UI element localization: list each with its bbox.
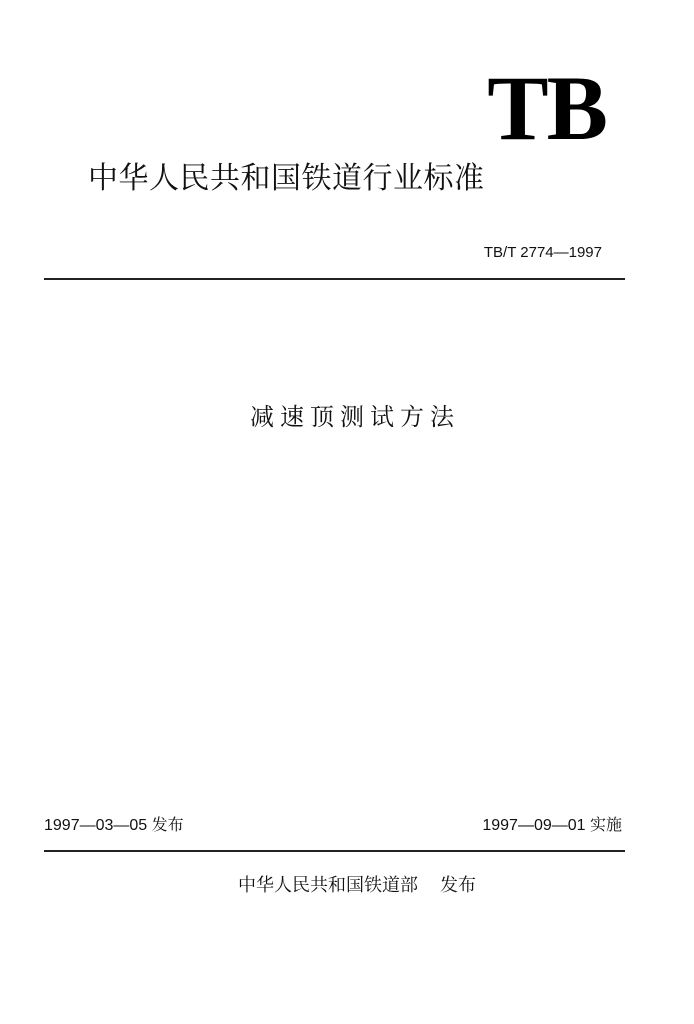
issue-date: 1997—03—05 发布 — [44, 817, 184, 834]
top-divider — [44, 278, 625, 280]
publisher-line — [0, 877, 694, 895]
standard-number: TB/T 2774—1997 — [483, 244, 602, 261]
implementation-date: 1997—09—01 实施 — [482, 817, 622, 834]
tb-logo: TB — [487, 57, 606, 159]
document-title: 减速顶测试方法 — [250, 403, 460, 431]
publisher-org: 中华人民共和国铁道部 — [238, 875, 418, 896]
standard-category-heading: 中华人民共和国铁道行业标准 — [88, 161, 485, 196]
bottom-divider — [44, 850, 625, 852]
publisher-action: 发布 — [440, 875, 476, 896]
